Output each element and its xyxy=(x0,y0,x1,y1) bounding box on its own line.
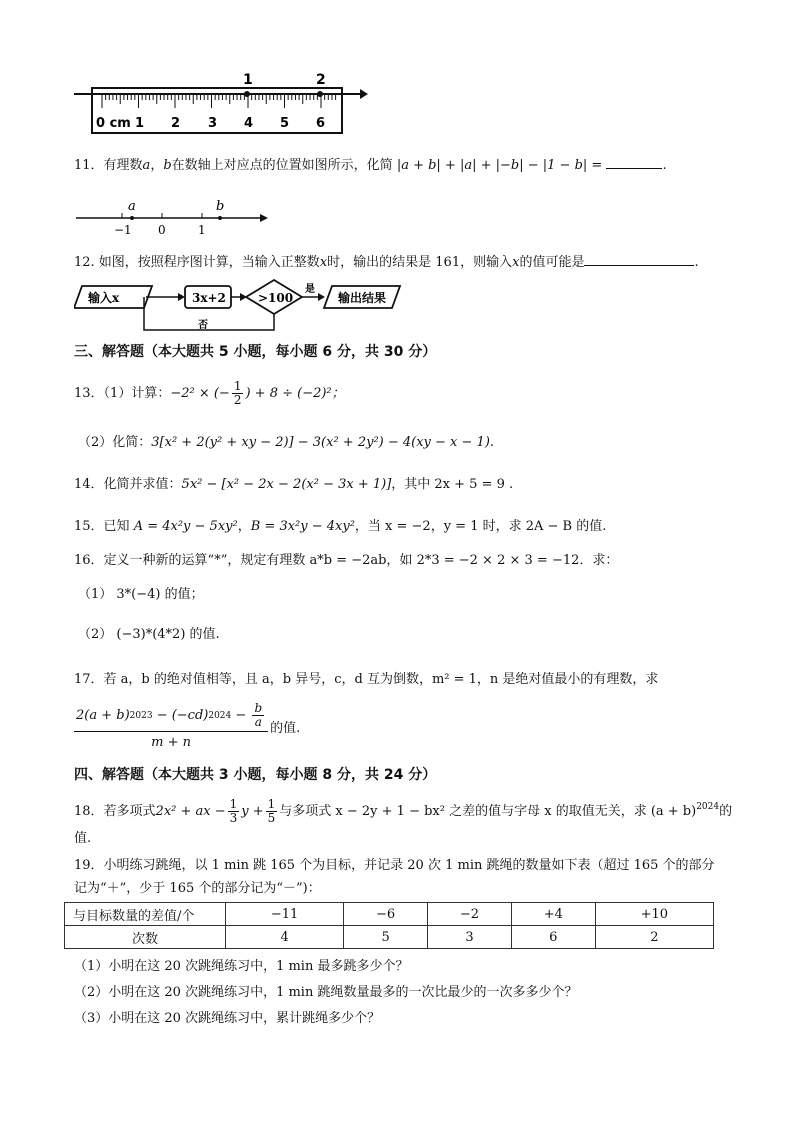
question-11 xyxy=(74,156,667,175)
ruler-label-6: 6 xyxy=(316,116,326,131)
q17-denominator: m + n xyxy=(151,735,191,750)
q18-expr-b: y + xyxy=(241,803,264,819)
q12-text2: 时，输出的结果是 161，则输入 xyxy=(327,255,513,270)
q14-cond: ，其中 2x + 5 = 9 . xyxy=(391,477,514,492)
question-15 xyxy=(74,518,606,536)
ruler-figure xyxy=(70,70,370,136)
q18-expr-a: 2x² + ax − xyxy=(155,803,226,819)
q18-f1-num: 1 xyxy=(229,797,238,811)
q12-text: 12. 如图，按照程序图计算，当输入正整数 xyxy=(74,255,320,270)
section-3-title: 三、解答题（本大题共 5 小题，每小题 6 分，共 30 分） xyxy=(74,344,437,360)
ruler-label-0: 0 cm xyxy=(96,116,131,131)
question-19-part-3: （3）小明在这 20 次跳绳练习中，累计跳绳多少个？ xyxy=(74,1011,381,1026)
question-19: 19．小明练习跳绳，以 1 min 跳 165 个为目标，并记录 20 次 1 min 跳绳的数量如下表（超过 165 个的部分 xyxy=(74,858,715,873)
q11-text-pre: 11．有理数 xyxy=(74,158,143,173)
flow-yes-label: 是 xyxy=(305,284,315,295)
q15-label: 15．已知 xyxy=(74,519,130,534)
q11-answer-blank[interactable] xyxy=(606,156,662,169)
q17-numer-b: − (−cd) xyxy=(152,708,209,723)
q17-numer-a: 2(a + b) xyxy=(76,708,130,723)
ruler-label-4: 4 xyxy=(244,116,254,131)
ruler-label-2: 2 xyxy=(171,116,181,131)
q12-var-x: x xyxy=(319,255,328,270)
q13-fraction xyxy=(232,380,244,407)
q17-inner-fraction xyxy=(252,702,264,729)
q18-f2-num: 1 xyxy=(267,797,276,811)
q11-end: . xyxy=(662,158,667,173)
q15-expr-a: A = 4x²y − 5xy² xyxy=(133,519,238,534)
question-18 xyxy=(74,798,732,825)
q15-cond: ，当 x = −2，y = 1 时，求 2A − B 的值. xyxy=(354,519,607,534)
q11-var-b: b xyxy=(163,158,172,173)
q17-frac-b: b xyxy=(254,701,263,715)
q17-exp-2024: 2024 xyxy=(208,710,232,721)
question-16-part-2: （2） (−3)*(4*2) 的值. xyxy=(78,627,220,642)
q15-expr-b: B = 3x²y − 4xy² xyxy=(250,519,355,534)
q14-expr: 5x² − [x² − 2x − 2(x² − 3x + 1)] xyxy=(181,477,392,492)
question-19-part-2: （2）小明在这 20 次跳绳练习中，1 min 跳绳数量最多的一次比最少的一次多多少个？ xyxy=(74,985,578,1000)
table-cell: −2 xyxy=(428,903,512,926)
number-line-figure xyxy=(74,196,274,240)
ruler-top-tick-2: 2 xyxy=(316,72,326,88)
table-cell: 2 xyxy=(595,926,713,949)
numberline-point-b: b xyxy=(216,199,225,214)
q12-text3: 的值可能是 xyxy=(519,255,585,270)
q18-exp: 2024 xyxy=(696,802,720,812)
ruler-label-3: 3 xyxy=(208,116,218,131)
ruler-top-tick-1: 1 xyxy=(243,72,253,88)
q11-sep: ， xyxy=(150,158,164,173)
q13-frac-num: 1 xyxy=(233,379,242,393)
question-16-part-1: （1） 3*(−4) 的值； xyxy=(78,587,204,602)
ruler-label-5: 5 xyxy=(280,116,290,131)
table-row xyxy=(65,926,714,949)
q17-frac-a: a xyxy=(254,715,262,729)
question-13-part-1 xyxy=(74,380,345,407)
q13-part1-expr-a: −2² × (− xyxy=(170,385,230,401)
q17-tail: 的值. xyxy=(270,720,301,736)
table-cell: −11 xyxy=(226,903,344,926)
section-4-title: 四、解答题（本大题共 3 小题，每小题 8 分，共 24 分） xyxy=(74,767,437,783)
q12-end: . xyxy=(694,255,699,270)
table-cell: −6 xyxy=(344,903,428,926)
question-14 xyxy=(74,476,513,494)
q17-exp-2023: 2023 xyxy=(129,710,153,721)
question-17: 17．若 a，b 的绝对值相等，且 a，b 异号，c，d 互为倒数，m² = 1，n 是绝对值最小的有理数，求 xyxy=(74,672,659,687)
question-19-line-2: 记为“＋”，少于 165 个的部分记为“－”)： xyxy=(74,881,321,896)
q12-answer-blank[interactable] xyxy=(584,253,694,266)
table-row xyxy=(65,903,714,926)
q12-var-x2: x xyxy=(512,255,520,270)
flow-input-label: 输入x xyxy=(88,291,120,305)
q14-label: 14．化简并求值： xyxy=(74,477,182,492)
numberline-label-neg1: −1 xyxy=(114,223,132,237)
q18-label: 18．若多项式 xyxy=(74,803,156,819)
question-13-part-2 xyxy=(78,434,494,452)
flow-output-label: 输出结果 xyxy=(338,291,387,305)
table-cell: 5 xyxy=(344,926,428,949)
table-cell: 6 xyxy=(511,926,595,949)
numberline-label-0: 0 xyxy=(158,223,166,237)
table-cell: +10 xyxy=(595,903,713,926)
table-row2-header: 次数 xyxy=(65,926,226,949)
ruler-label-1: 1 xyxy=(135,116,145,131)
question-19-part-1: （1）小明在这 20 次跳绳练习中，1 min 最多跳多少个？ xyxy=(74,959,409,974)
question-18-line-2: 值. xyxy=(74,831,92,846)
flow-process-label: 3x+2 xyxy=(192,291,226,305)
q13-part1-label: 13．（1）计算： xyxy=(74,385,171,401)
flow-no-label: 否 xyxy=(198,320,208,331)
q18-fraction-1 xyxy=(228,798,240,825)
q18-fraction-2 xyxy=(266,798,278,825)
table-cell: +4 xyxy=(511,903,595,926)
q18-f2-den: 5 xyxy=(267,811,276,825)
q19-table xyxy=(64,902,714,949)
flow-decision-label: >100 xyxy=(258,291,294,305)
q11-expression: |a + b| + |a| + |−b| − |1 − b| = xyxy=(396,158,603,173)
numberline-label-1: 1 xyxy=(198,223,206,237)
table-cell: 4 xyxy=(226,926,344,949)
q17-numer-c: − xyxy=(231,708,251,723)
q13-part2-label: （2）化简： xyxy=(78,435,152,450)
table-cell: 3 xyxy=(428,926,512,949)
q17-expression xyxy=(74,702,300,750)
q18-f1-den: 3 xyxy=(229,811,238,825)
q11-var-a: a xyxy=(142,158,151,173)
question-16: 16．定义一种新的运算“*”，规定有理数 a*b = −2ab，如 2*3 = −2 × 2 × 3 = −12．求： xyxy=(74,553,619,568)
q15-sep: ， xyxy=(237,519,251,534)
q18-tail: 的 xyxy=(719,803,733,819)
q13-frac-den: 2 xyxy=(233,393,242,407)
question-12 xyxy=(74,253,699,272)
q13-part2-expr: 3[x² + 2(y² + xy − 2)] − 3(x² + 2y²) − 4(xy − x − 1). xyxy=(151,435,495,450)
numberline-point-a: a xyxy=(128,199,136,214)
q18-mid: 与多项式 x − 2y + 1 − bx² 之差的值与字母 x 的取值无关，求 (a + b) xyxy=(279,803,697,819)
flowchart-figure xyxy=(74,278,404,336)
table-row1-header: 与目标数量的差值/个 xyxy=(65,903,226,926)
q13-part1-expr-b: ) + 8 ÷ (−2)²； xyxy=(245,385,345,401)
q11-text-mid: 在数轴上对应点的位置如图所示，化简 xyxy=(171,158,393,173)
